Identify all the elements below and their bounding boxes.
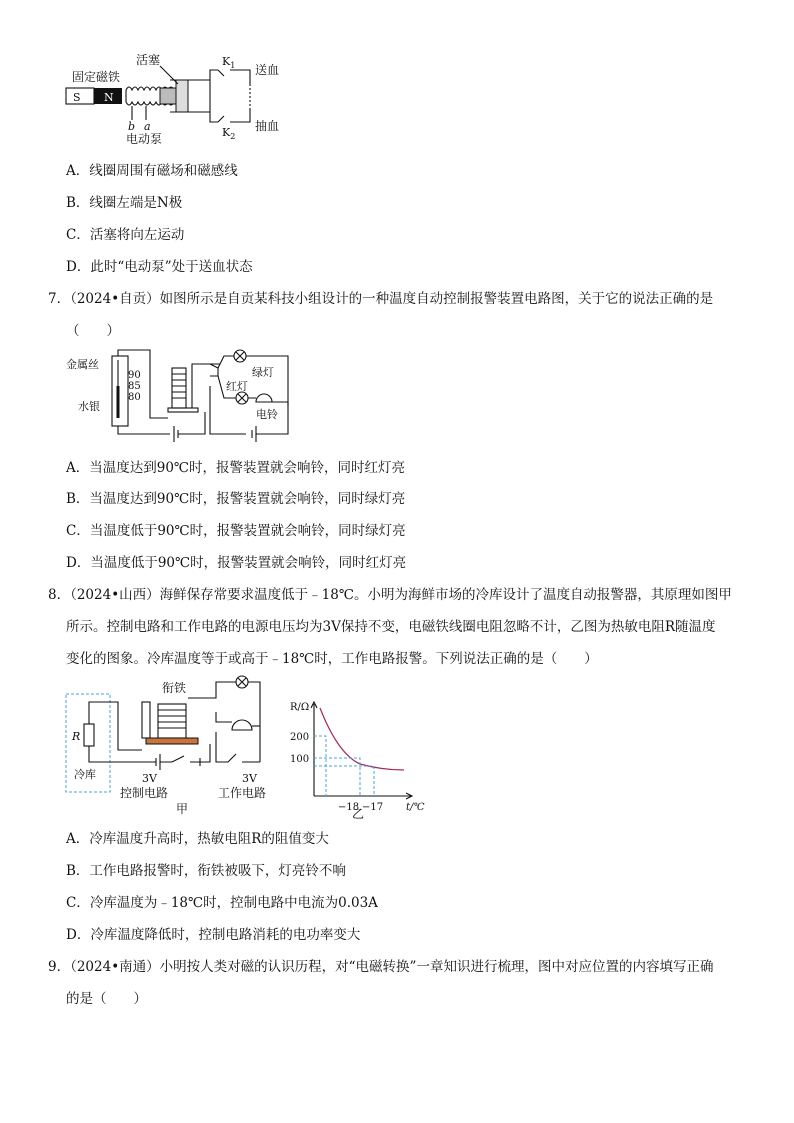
q9-stem-line1: 9．（2024•南通）小明按人类对磁的认识历程，对“电磁转换”一章知识进行梳理，图中对应位置的内容填写正确	[48, 959, 714, 975]
k1-label: $K_1$	[222, 55, 236, 70]
wire-label: 金属丝	[66, 358, 99, 371]
q8-stem-line1: 8．（2024•山西）海鲜保存常要求温度低于﹣18℃。小明为海鲜市场的冷库设计了温度自动报警器，其原理如图甲	[48, 587, 732, 603]
q7-option-d[interactable]: D．当温度低于90℃时，报警装置就会响铃，同时红灯亮	[66, 555, 407, 571]
q6-option-d[interactable]: D．此时“电动泵”处于送血状态	[66, 259, 253, 275]
q8-option-c[interactable]: C．冷库温度为﹣18℃时，控制电路中电流为0.03A	[66, 895, 378, 911]
q6-option-c[interactable]: C．活塞将向左运动	[66, 227, 185, 243]
magnet-label: 固定磁铁	[72, 70, 121, 84]
q8-option-b[interactable]: B．工作电路报警时，衔铁被吸下，灯亮铃不响	[66, 863, 346, 879]
send-blood-label: 送血	[255, 63, 280, 77]
q6-pump-figure	[60, 50, 300, 150]
b-label: b	[128, 120, 136, 133]
t80-label: 80	[128, 392, 141, 403]
q8-stem-line2: 所示。控制电路和工作电路的电源电压均为3V保持不变，电磁铁线圈电阻忽略不计，乙图为热敏电阻R随温度	[66, 619, 716, 635]
green-lamp-label: 绿灯	[252, 366, 274, 379]
x18-label: −18	[338, 802, 360, 813]
yi-label: 乙	[352, 807, 365, 821]
mercury-label: 水银	[78, 400, 100, 413]
piston-label: 活塞	[136, 53, 161, 67]
k2-label: $K_2$	[222, 126, 236, 141]
y-axis-label: R/Ω	[290, 702, 310, 713]
q9-stem-line2: 的是（ ）	[66, 991, 147, 1007]
voltage-control: 3V	[142, 772, 157, 785]
voltage-work: 3V	[242, 772, 257, 785]
t90-label: 90	[128, 370, 141, 381]
q7-alarm-figure	[60, 346, 300, 441]
bell-label: 电铃	[256, 408, 278, 421]
q7-stem-line2: （ ）	[66, 323, 120, 339]
x-axis-label: t/℃	[406, 802, 425, 813]
q8-figure-jia	[60, 676, 280, 818]
y200-label: 200	[290, 732, 310, 743]
pole-s: S	[73, 91, 81, 104]
q7-option-a[interactable]: A．当温度达到90℃时，报警装置就会响铃，同时红灯亮	[66, 460, 406, 476]
q8-figure-yi-graph	[286, 696, 436, 821]
control-circuit-label: 控制电路	[120, 786, 169, 800]
q6-option-b[interactable]: B．线圈左端是N极	[66, 195, 183, 211]
r-label: R	[72, 730, 81, 743]
q6-option-a[interactable]: A．线圈周围有磁场和磁感线	[66, 163, 238, 179]
q7-option-c[interactable]: C．当温度低于90℃时，报警装置就会响铃，同时绿灯亮	[66, 523, 406, 539]
a-label: a	[144, 120, 151, 133]
t85-label: 85	[128, 381, 141, 392]
q8-stem-line3: 变化的图象。冷库温度等于或高于﹣18℃时，工作电路报警。下列说法正确的是（ ）	[66, 651, 598, 667]
draw-blood-label: 抽血	[255, 119, 280, 133]
cold-room-label: 冷库	[74, 768, 96, 781]
pump-label: 电动泵	[126, 132, 163, 146]
work-circuit-label: 工作电路	[218, 786, 267, 800]
y100-label: 100	[290, 754, 310, 765]
q7-stem-line1: 7．（2024•自贡）如图所示是自贡某科技小组设计的一种温度自动控制报警装置电路图，关于它的说法正确的是	[48, 291, 714, 307]
red-lamp-label: 红灯	[226, 380, 248, 393]
q8-option-d[interactable]: D．冷库温度降低时，控制电路消耗的电功率变大	[66, 927, 361, 943]
q7-option-b[interactable]: B．当温度达到90℃时，报警装置就会响铃，同时绿灯亮	[66, 491, 406, 507]
x17-label: −17	[362, 802, 384, 813]
q8-option-a[interactable]: A．冷库温度升高时，热敏电阻R的阻值变大	[66, 831, 329, 847]
armature-label: 衔铁	[162, 681, 187, 695]
pole-n: N	[104, 91, 114, 104]
jia-label: 甲	[176, 802, 189, 816]
